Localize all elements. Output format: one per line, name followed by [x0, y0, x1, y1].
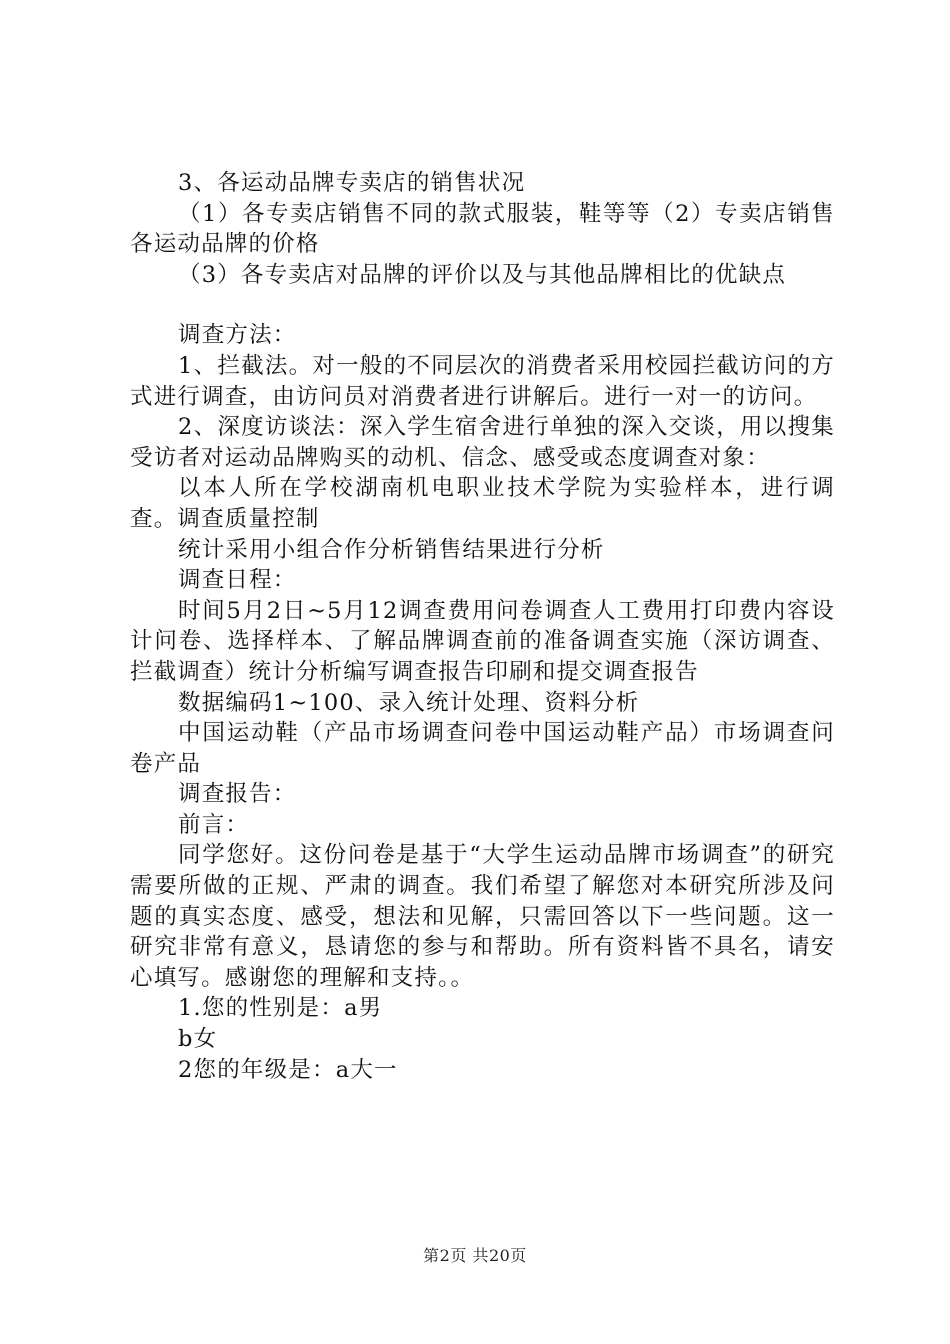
paragraph: 统计采用小组合作分析销售结果进行分析 [178, 536, 605, 563]
question-option: b女 [178, 1026, 218, 1053]
page-footer: 第2页 共20页 [423, 1246, 527, 1265]
question-item: 1.您的性别是：a男 [178, 995, 383, 1022]
spacer [130, 290, 835, 320]
paragraph: 2、深度访谈法：深入学生宿舍进行单独的深入交谈，用以搜集受访者对运动品牌购买的动机、信念、感受或态度调查对象： [130, 414, 835, 471]
section-heading: 调查日程： [178, 567, 297, 594]
paragraph: 时间5月2日~5月12调查费用问卷调查人工费用打印费内容设计问卷、选择样本、了解品牌调查前的准备调查实施（深访调查、拦截调查）统计分析编写调查报告印刷和提交调查报告 [130, 597, 835, 685]
paragraph: （3）各专卖店对品牌的评价以及与其他品牌相比的优缺点 [178, 261, 787, 288]
section-heading: 调查方法： [178, 322, 297, 349]
paragraph: 数据编码1~100、录入统计处理、资料分析 [178, 689, 640, 716]
paragraph: 同学您好。这份问卷是基于“大学生运动品牌市场调查”的研究需要所做的正规、严肃的调查。我们希望了解您对本研究所涉及问题的真实态度、感受，想法和见解，只需回答以下一些问题。这一研究非常有意义，恳请您的参与和帮助。所有资料皆不具名，请安心填写。感谢您的理解和支持。。 [130, 842, 835, 991]
section-heading: 调查报告： [178, 781, 297, 808]
paragraph: 中国运动鞋（产品市场调查问卷中国运动鞋产品）市场调查问卷产品 [130, 720, 835, 777]
section-heading: 前言： [178, 811, 250, 838]
paragraph: 1、拦截法。对一般的不同层次的消费者采用校园拦截访问的方式进行调查，由访问员对消费者进行讲解后。进行一对一的访问。 [130, 352, 835, 410]
paragraph: （1）各专卖店销售不同的款式服装，鞋等等（2）专卖店销售各运动品牌的价格 [130, 200, 835, 258]
section-heading: 3、各运动品牌专卖店的销售状况 [178, 170, 526, 196]
document-body [130, 168, 835, 1085]
question-item: 2您的年级是：a大一 [178, 1056, 398, 1083]
paragraph: 以本人所在学校湖南机电职业技术学院为实验样本，进行调查。调查质量控制 [130, 475, 835, 532]
